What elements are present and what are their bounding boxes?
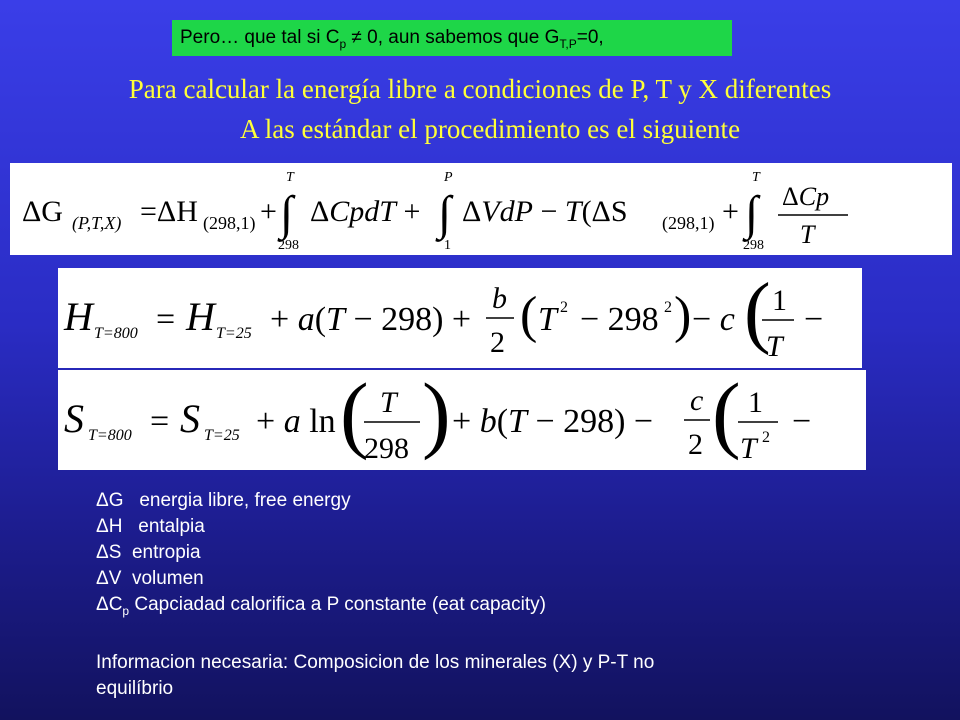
svg-text:∫: ∫	[438, 187, 452, 240]
svg-text:∫: ∫	[745, 187, 759, 240]
svg-text:+ b(T − 298) −: + b(T − 298) −	[452, 403, 654, 440]
svg-text:(298,1): (298,1)	[203, 213, 256, 233]
svg-text:ΔCp: ΔCp	[782, 182, 830, 211]
svg-text:(: (	[744, 268, 771, 356]
legend-symbol: ΔC	[96, 594, 123, 615]
legend-symbol: ΔS	[96, 542, 122, 563]
equation-enthalpy	[58, 268, 862, 368]
svg-text:): )	[422, 370, 451, 461]
svg-text:+: +	[260, 195, 277, 228]
svg-text:(298,1): (298,1)	[662, 213, 715, 233]
svg-text:+: +	[722, 195, 739, 228]
note-prefix: Pero… que tal si C	[180, 27, 340, 48]
info-line-2: equilíbrio	[96, 677, 174, 699]
legend-item-dh	[96, 514, 936, 540]
legend-symbol: ΔG	[96, 490, 124, 511]
equation-entropy	[58, 370, 866, 470]
svg-text:(P,T,X): (P,T,X)	[72, 213, 122, 233]
svg-text:298: 298	[743, 238, 764, 253]
svg-text:ΔCpdT +: ΔCpdT +	[310, 195, 421, 228]
note-middle: ≠ 0, aun sabemos que G	[346, 27, 560, 48]
legend-symbol: ΔV	[96, 568, 122, 589]
svg-text:2: 2	[560, 299, 568, 316]
svg-text:(: (	[712, 370, 741, 461]
legend-text: entropia	[131, 542, 201, 563]
legend-symbol: ΔH	[96, 516, 123, 537]
svg-text:2: 2	[688, 428, 703, 461]
legend-item-dg	[96, 488, 936, 514]
equation-gibbs-energy	[10, 163, 952, 255]
title-line-2: A las estándar el procedimiento es el siguiente	[239, 114, 741, 144]
legend-item-ds	[96, 540, 936, 566]
legend-item-dv	[96, 566, 936, 592]
svg-text:=: =	[156, 301, 176, 338]
svg-text:=ΔH: =ΔH	[140, 195, 198, 228]
svg-text:T: T	[800, 220, 815, 249]
svg-text:ΔVdP − T(ΔS: ΔVdP − T(ΔS	[462, 195, 628, 228]
svg-text:T=25: T=25	[216, 325, 252, 342]
svg-text:2: 2	[664, 299, 672, 316]
svg-text:T: T	[740, 432, 757, 465]
svg-text:H: H	[64, 294, 93, 339]
svg-text:1: 1	[772, 284, 787, 317]
note-sub-p: p	[339, 36, 347, 51]
svg-text:=: =	[150, 403, 170, 440]
svg-text:T: T	[286, 170, 294, 185]
svg-text:P: P	[444, 170, 453, 185]
info-line-1: Informacion necesaria: Composicion de los minerales (X) y P-T no	[96, 651, 655, 673]
legend	[96, 488, 936, 702]
svg-text:): )	[674, 287, 692, 344]
svg-text:298: 298	[364, 432, 409, 465]
svg-text:− 298: − 298	[580, 301, 659, 338]
svg-text:b: b	[492, 282, 507, 315]
svg-text:T=800: T=800	[94, 325, 138, 342]
svg-text:2: 2	[762, 429, 770, 446]
legend-symbol-sub: p	[122, 603, 130, 618]
svg-text:ΔG: ΔG	[22, 195, 63, 228]
legend-text: Capciadad calorifica a P constante (eat capacity)	[134, 594, 546, 615]
title-line-1: Para calcular la energía libre a condiciones de P, T y X diferentes	[128, 74, 832, 104]
svg-text:T=25: T=25	[204, 427, 240, 444]
svg-text:S: S	[180, 396, 200, 441]
svg-text:(: (	[340, 370, 369, 461]
svg-text:−: −	[792, 403, 812, 440]
svg-text:T: T	[380, 386, 397, 419]
svg-text:T=800: T=800	[88, 427, 132, 444]
note-sub-tp: T,P	[559, 36, 577, 51]
svg-text:2: 2	[490, 326, 505, 359]
svg-text:(: (	[520, 287, 538, 344]
svg-text:−: −	[804, 301, 824, 338]
note-suffix: =0,	[576, 27, 604, 48]
legend-text: energia libre, free energy	[139, 490, 351, 511]
header-note	[172, 20, 732, 56]
svg-text:− c: − c	[692, 301, 735, 338]
svg-text:T: T	[752, 170, 760, 185]
svg-text:1: 1	[748, 386, 763, 419]
svg-text:H: H	[186, 294, 215, 339]
svg-text:+ a ln: + a ln	[256, 403, 336, 440]
svg-text:298: 298	[278, 238, 299, 253]
legend-text: entalpia	[138, 516, 205, 537]
legend-text: volumen	[131, 568, 204, 589]
svg-text:T: T	[538, 301, 557, 338]
svg-text:S: S	[64, 396, 84, 441]
svg-text:1: 1	[444, 238, 451, 253]
svg-text:c: c	[690, 384, 704, 417]
svg-text:+ a(T − 298) +: + a(T − 298) +	[270, 301, 472, 338]
svg-text:∫: ∫	[280, 187, 294, 240]
svg-text:T: T	[766, 330, 783, 363]
legend-item-dcp	[96, 592, 936, 624]
